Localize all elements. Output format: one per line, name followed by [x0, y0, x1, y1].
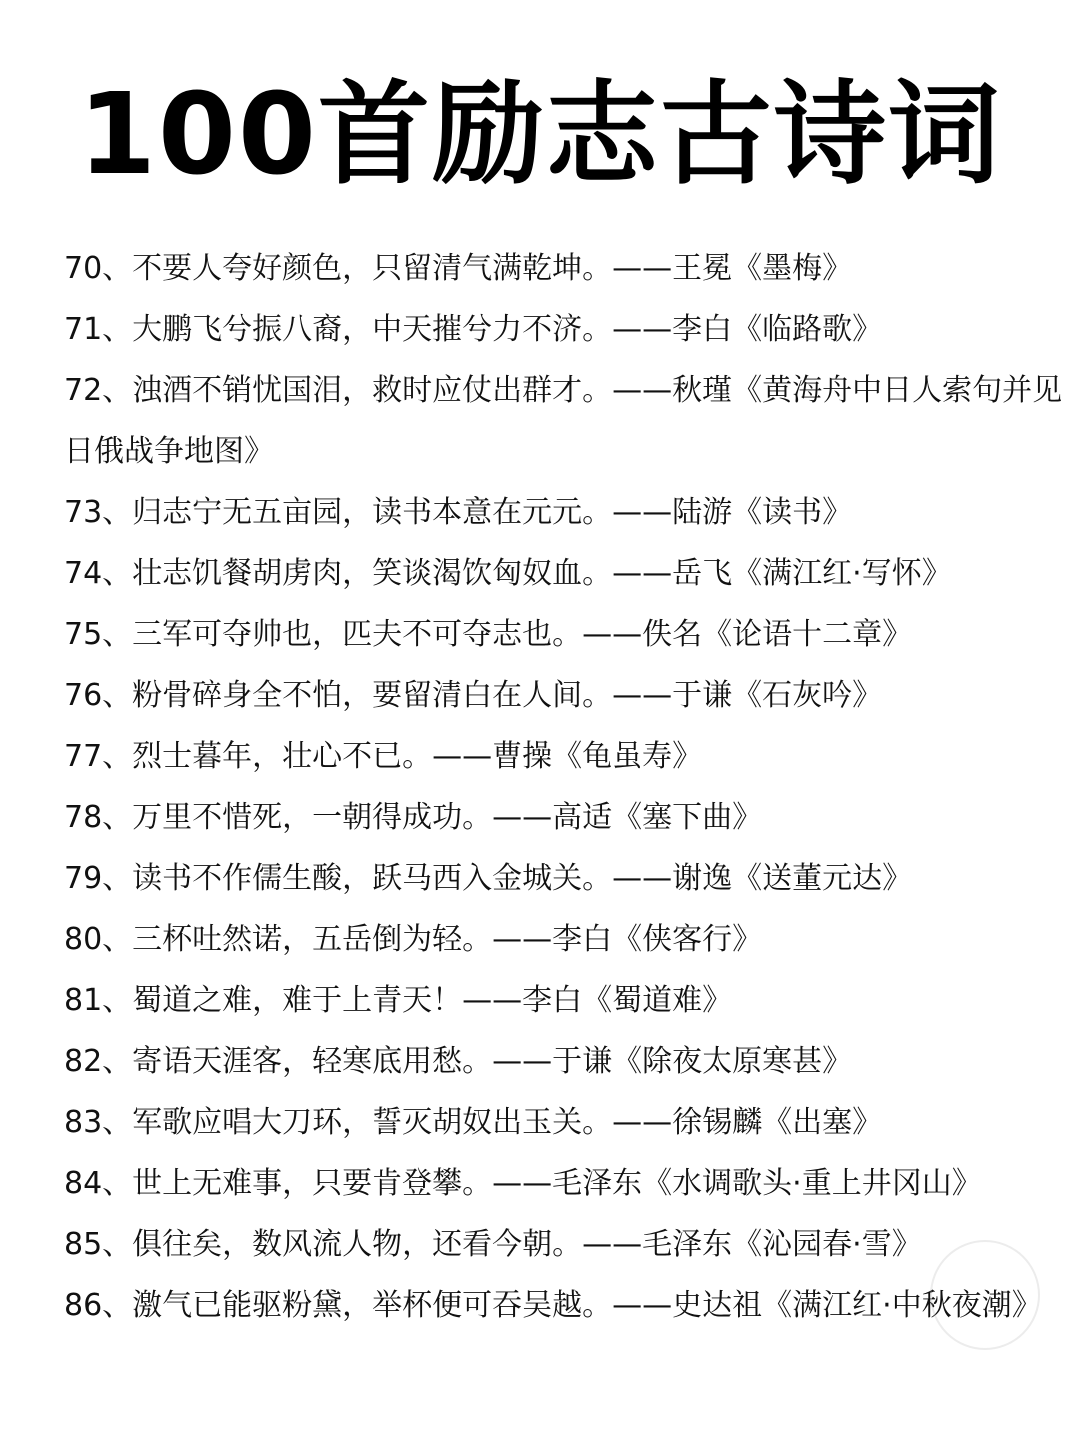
list-item: 71、大鹏飞兮振八裔，中天摧兮力不济。——李白《临路歌》 [64, 312, 883, 347]
list-item: 76、粉骨碎身全不怕，要留清白在人间。——于谦《石灰吟》 [64, 678, 883, 713]
list-item: 83、军歌应唱大刀环，誓灭胡奴出玉关。——徐锡麟《出塞》 [64, 1105, 883, 1140]
list-item: 80、三杯吐然诺，五岳倒为轻。——李白《侠客行》 [64, 922, 763, 957]
list-item: 85、俱往矣，数风流人物，还看今朝。——毛泽东《沁园春·雪》 [64, 1227, 922, 1262]
list-item: 70、不要人夸好颜色，只留清气满乾坤。——王冕《墨梅》 [64, 251, 853, 286]
list-item: 77、烈士暮年，壮心不已。——曹操《龟虽寿》 [64, 739, 703, 774]
list-item: 84、世上无难事，只要肯登攀。——毛泽东《水调歌头·重上井冈山》 [64, 1166, 982, 1201]
list-item: 82、寄语天涯客，轻寒底用愁。——于谦《除夜太原寒甚》 [64, 1044, 853, 1079]
poem-list [64, 238, 1064, 1336]
list-item: 75、三军可夺帅也，匹夫不可夺志也。——佚名《论语十二章》 [64, 617, 913, 652]
list-item: 81、蜀道之难，难于上青天！——李白《蜀道难》 [64, 983, 733, 1018]
list-item: 86、激气已能驱粉黛，举杯便可吞吴越。——史达祖《满江红·中秋夜潮》 [64, 1288, 1042, 1323]
list-item: 78、万里不惜死，一朝得成功。——高适《塞下曲》 [64, 800, 763, 835]
watermark-logo [930, 1240, 1040, 1350]
list-item: 74、壮志饥餐胡虏肉，笑谈渴饮匈奴血。——岳飞《满江红·写怀》 [64, 556, 952, 591]
list-item: 73、归志宁无五亩园，读书本意在元元。——陆游《读书》 [64, 495, 853, 530]
page-title: 100首励志古诗词 [78, 70, 1002, 200]
list-item: 72、浊酒不销忧国泪，救时应仗出群才。——秋瑾《黄海舟中日人索句并见日俄战争地图》 [64, 373, 1063, 469]
list-item: 79、读书不作儒生酸，跃马西入金城关。——谢逸《送董元达》 [64, 861, 913, 896]
